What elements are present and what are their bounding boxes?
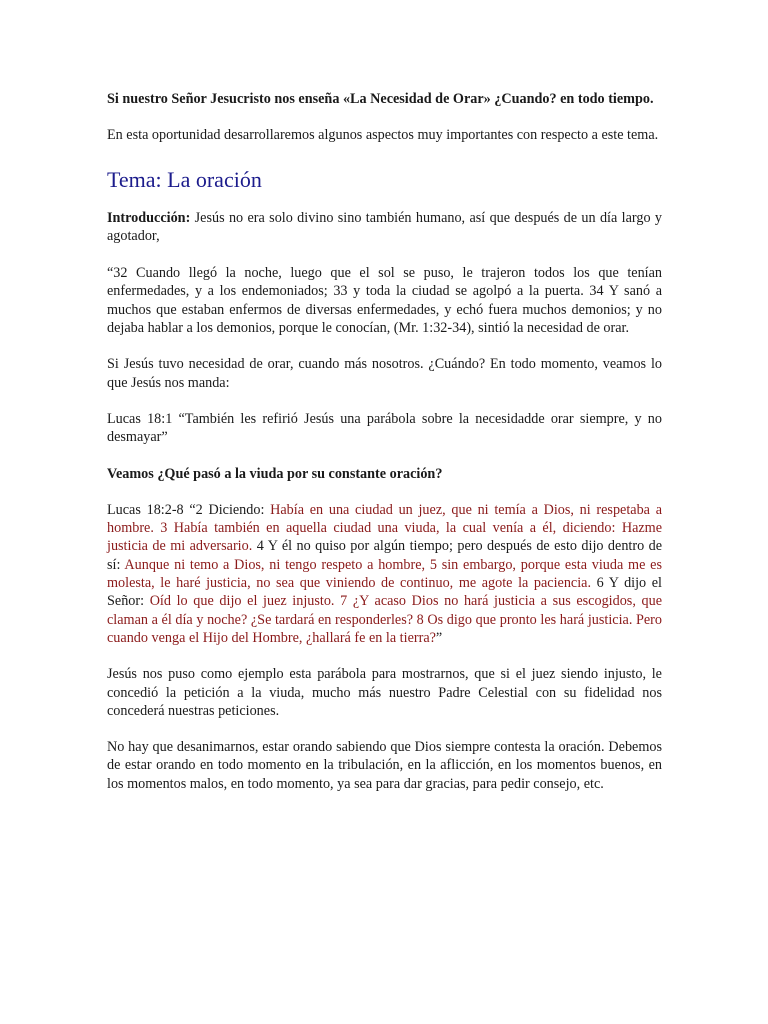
introduccion-text: Jesús no era solo divino sino también humano, así que después de un día largo y agotador, [107,209,662,244]
quote-suffix: ” [435,629,443,646]
quote-red-2: Aunque ni temo a Dios, ni tengo respeto a hombre, 5 sin embargo, porque esta viuda me es molesta, le haré justicia, no sea que viniendo de continuo, me agote la paciencia. [107,556,662,592]
lucas-prefix: Lucas 18:2-8 “2 Diciendo: [107,501,271,518]
intro-opening-paragraph: En esta oportunidad desarrollaremos algunos aspectos muy importantes con respecto a este tema. [107,127,659,144]
quote-red-3: Oíd lo que dijo el juez injusto. 7 ¿Y acaso Dios no hará justicia a sus escogidos, que claman a él día y noche? ¿Se tardará en responderles? 8 Os digo que pronto les hará justicia. Pero cuando venga el Hijo del Hombre, ¿hallará fe en la tierra? [107,593,662,646]
jesus-nos-puso-paragraph: Jesús nos puso como ejemplo esta parábola para mostrarnos, que si el juez siendo injusto, le concedió la petición a la viuda, mucho más nuestro Padre Celestial con su fidelidad nos concederá nuestras peticiones. [107,666,662,719]
introduccion-paragraph [107,209,662,246]
mark-quote-paragraph: “32 Cuando llegó la noche, luego que el sol se puso, le trajeron todos los que tenían enfermedades, y a los endemoniados; 33 y toda la ciudad se agolpó a la puerta. 34 Y sanó a muchos que estaban enfermos de diversas enfermedades, y echó fuera muchos demonios; y no dejaba hablar a los demonios, porque le conocían, (Mr. 1:32-34), sintió la necesidad de orar. [107,265,662,337]
si-jesus-paragraph: Si Jesús tuvo necesidad de orar, cuando más nosotros. ¿Cuándo? En todo momento, veamos lo que Jesús nos manda: [107,356,662,391]
quote-mid-2: 6 Y dijo el Señor: [107,575,662,610]
topic-heading: Tema: La oración [107,166,262,192]
quote-red-1: Había en una ciudad un juez, que ni temía a Dios, ni respetaba a hombre. 3 Había también en aquella ciudad una viuda, la cual venía a él, diciendo: Hazme justicia de mi adversario. [107,501,662,555]
quote-mid-1: 4 Y él no quiso por algún tiempo; pero después de esto dijo dentro de sí: [107,538,662,573]
no-hay-paragraph: No hay que desanimarnos, estar orando sabiendo que Dios siempre contesta la oración. Debemos de estar orando en todo momento en la tribulación, en la aflicción, en los momentos buenos, en los momentos malos, en todo momento, ya sea para dar gracias, para pedir consejo, etc. [107,739,662,792]
introduccion-label: Introducción: [107,209,191,226]
intro-bold-line: Si nuestro Señor Jesucristo nos enseña «La Necesidad de Orar» ¿Cuando? en todo tiempo. [107,91,654,107]
lucas-18-1-paragraph: Lucas 18:1 “También les refirió Jesús una parábola sobre la necesidadde orar siempre, y no desmayar” [107,410,662,446]
lucas-18-2-paragraph [107,501,662,647]
veamos-subheading: Veamos ¿Qué pasó a la viuda por su constante oración? [107,465,443,482]
